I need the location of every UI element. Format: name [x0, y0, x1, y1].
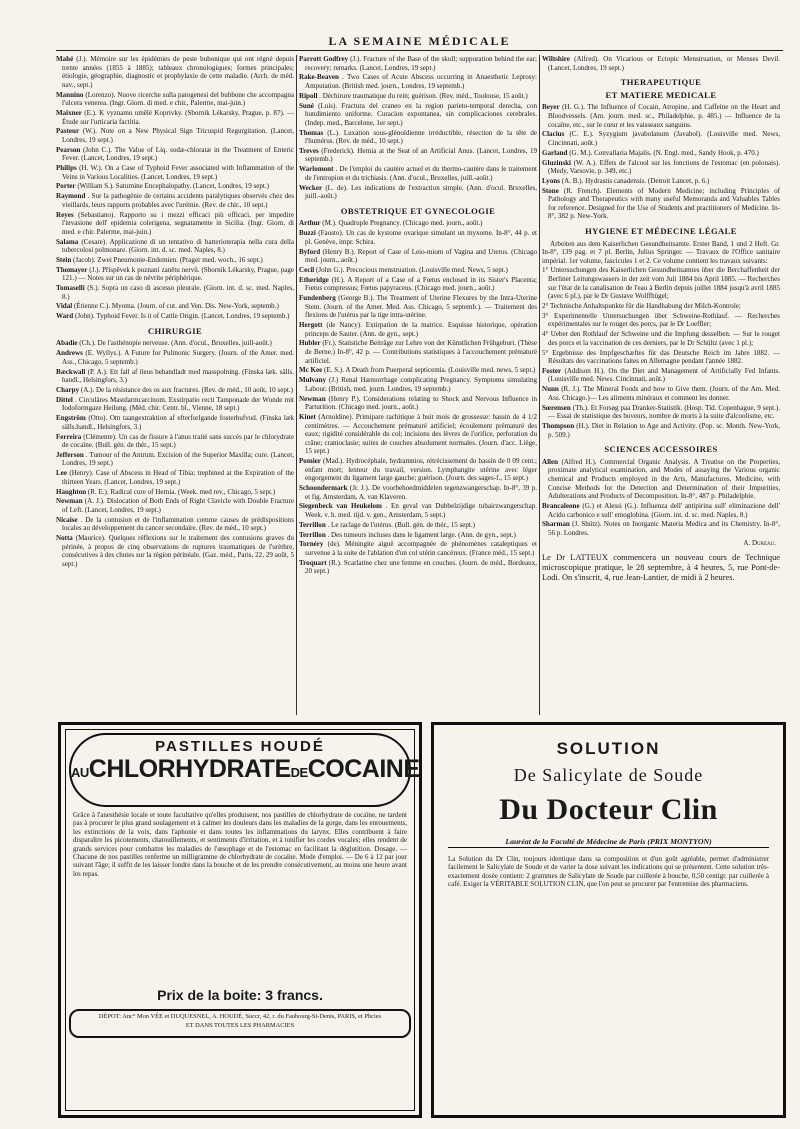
entry-author: Porter [56, 182, 76, 191]
ad-brand: PASTILLES HOUDÉ [155, 738, 325, 755]
masthead: LA SEMAINE MÉDICALE [328, 34, 511, 48]
entry-text: (Ch.). De l'asthénopie nerveuse. (Ann. d'ocul., Bruxelles, juill-août.) [77, 339, 272, 348]
hygiene-item: 3° Experimentelle Untersuchungen über Schweine-Rothlauf. — Recherches expérimentales sur le rouget des porcs, par le Dr Loeffler; [542, 311, 780, 329]
entry-author: Pearson [56, 145, 81, 154]
entry-author: Etheridge [299, 275, 329, 284]
entry-author: Raymond [56, 192, 86, 201]
ad-headline-de: DE [290, 765, 308, 780]
bibliography-entry [56, 516, 294, 533]
entry-text: (Arnoldine). Primipare rachitique à huit mois de grossesse: bassin de 4 1/2 centimètres. — Accouchement prématuré artificiel; écoulement prématuré des eaux; rigidité considérable du col; incisions des lèvres de l'orifice, perforation du crâne; cranioclasie; suites de couches absolument normales. (Journ. d'acc. Liège, 15 sept.) [305, 412, 537, 456]
entry-text: . De l'emploi du cautère actuel et du thermo-cautère dans le traitement de l'entropion et du trichiasis. (Ann. d'ocul., Bruxelles, juill.-août.) [305, 165, 537, 182]
entry-text: (Alfred H.). Commercial Organic Analysis. A Treatise on the Properties, proximate analytical examination, and Modes of assaying the Various organic chemical and Products employed in the Arts, Manufactures, Medicine, with Concise Methods for the Detection and Determination of their Impurities, Adulterations and Products of Decomposition. In-8°, 487 p. Philadelphie. [548, 457, 780, 501]
signature: A. Dureau. [743, 538, 776, 547]
bibliography-entry [56, 302, 294, 311]
bibliography-entry [56, 497, 294, 514]
column-2 [299, 55, 537, 717]
bibliography-entry [299, 229, 537, 246]
entry-text: (G. M.). Convallaria Majalis. (N. Engl. med., Sandy Hook, p. 470.) [567, 148, 759, 157]
entry-text: (L.). Luxation sous-glénoïdienne irréductible, résection de la tête de l'humérus. (Rev. de méd., 10 sept.) [305, 128, 537, 146]
column-rule [296, 55, 297, 715]
entry-text: (J.). Fracture of the Base of the skull; suppuration behind the ear; recovery; remarks. (Lancet, Londres, 19 sept.) [305, 55, 537, 72]
entry-author: Nunn [542, 385, 559, 394]
bibliography-entry [299, 321, 537, 338]
entry-text: (E. Wyllys.). A Future for Pulmonic Surgery. (Journ. of the Amer. med. Ass., Chicago, 5 septemb.) [62, 349, 294, 366]
entry-text: (J.). Mémoire sur les épidémies de peste bubonique qui ont régné depuis trente années (1855 à 1885); tableaux chronologiques; formes principales; étiologie, géographie, diagnostic et prophylaxie de cette maladie. (Arch. de méd. nav., sept.) [62, 55, 294, 89]
bibliography-entry [542, 103, 780, 129]
entry-text: (S.). Sopra un caso di ascesso pleurale. (Giorn. int. d. sc. med. Naples, 8.) [62, 284, 294, 301]
entry-author: Sœrensen [542, 403, 571, 412]
entry-text: (John). Typhoid Fever. Is it of Cattle Origin. (Lancet, Londres, 19 septemb.) [73, 312, 290, 321]
entry-text: (E. S.). A Death from Puerperal septicemia. (Louisville med. news, 5 sept.) [322, 366, 536, 375]
entry-text: (Sebastiano). Rapporto su i mezzi efficaci più efficaci, per impedire l'invasione dell' epidemia colerigena, segnatamente in Sicilia. (Ingr. Giorn. di med. e chir. Palerme, mai-juin.) [62, 210, 294, 236]
entry-author: Ward [56, 312, 74, 321]
entry-author: Terrillon [299, 520, 326, 529]
entry-text: (M.). Quadruple Pregnancy. (Chicago med. journ., août.) [320, 219, 483, 228]
bibliography-entry [56, 312, 294, 321]
ad-title: SOLUTION [556, 739, 661, 758]
bibliography-entry [299, 294, 537, 320]
hygiene-paragraph: Arbeiten aus dem Kaiserlichen Gesundheitsamte. Erster Band, 1 und 2 Heft. Gr. In-8°, 139 pag. et 7 pl. Berlin, Julius Springer. — Travaux de l'Office sanitaire impérial. 1er volume, fascicules 1 et 2. Ce volume contient les travaux suivants: [542, 239, 780, 265]
entry-text: (Henry). Case of Abscess in Head of Tibia; trephined at the Expiration of the thirteen Years. (Lancet, Londres, 19 sept.) [62, 469, 294, 486]
bibliography-entry [299, 457, 537, 483]
entry-author: Vidal [56, 302, 73, 311]
entry-text: (Lorenzo). Nuove ricerche sulla patogenesi del bubbone che accompagna l'ulcera venerea. (Ingr. Giorn. di med. e chir., Palerme, mai-juin.) [62, 90, 294, 108]
entry-text: (Jacob). Zwei Pneumonie-Endemien. (Prager med. woch., 16 sept.) [71, 255, 263, 264]
entry-text: . Two Cases of Acute Abscess occurring in Anaesthetic Leprosy: Amputation. (British med. journ., Londres, 19 septemb.) [305, 73, 537, 90]
entries-list [542, 103, 780, 221]
bibliography-entry [542, 458, 780, 501]
entry-author: Schoondermark [299, 484, 348, 493]
ad-laureat: Lauréat de la Faculté de Médecine de Paris (PRIX MONTYON) [448, 837, 769, 848]
bibliography-entry [299, 219, 537, 228]
entry-text: (John C.). The Value of Liq. sodæ-chloratæ in the Treatment of Enteric Fever. (Lancet, Londres, 19 sept.) [62, 145, 294, 163]
bibliography-entry [56, 451, 294, 468]
entry-author: Thomas [299, 128, 324, 137]
entry-author: Kinet [299, 412, 316, 421]
entry-text: (H. W.). On a Case of Typhoid Fever associated with Inflammation of the Veins in Various Localities. (Lancet, Londres, 19 sept.) [62, 164, 294, 181]
bibliography-entry [299, 413, 537, 456]
bibliography-entry [299, 129, 537, 146]
section-heading-obstetrique: OBSTETRIQUE ET GYNECOLOGIE [340, 205, 496, 216]
hygiene-item: 4° Ueber den Rothlauf der Schweine und die Impfung desselben. — Sur le rouget des porcs et la vaccination de ces derniers, par le Dr Schültz (avec 1 pl.); [542, 330, 780, 347]
bibliography-entry [56, 488, 294, 497]
bibliography-entry [299, 484, 537, 501]
section-heading-therapeutique: THERAPEUTIQUE [620, 77, 702, 88]
entry-author: Jefferson [56, 450, 84, 459]
entry-text: (Jr. J.). De voorbehoedmiddelen tegenzwangerschap. In-8°, 39 p. et fig. Amsterdam, A. van Klaveren. [305, 484, 537, 501]
ad-depot-line: ET DANS TOUTES LES PHARMACIES [185, 1022, 295, 1029]
entry-author: Salama [56, 237, 79, 246]
bibliography-entry [299, 540, 537, 557]
entry-text: (W. A.). Effets de l'alcool sur les fonctions de l'estomac (en polonais). (Medy, Varsovie, p. 349, etc.) [548, 158, 780, 176]
bibliography-entry [56, 433, 294, 450]
column-3 [542, 55, 780, 717]
bibliography-entry [542, 502, 780, 519]
entry-text: (Mad.). Hydrocéphale, hydramnios, rétrécissement du bassin de 0 09 cent.; enfant mort; lenteur du travail, version. Lymphangite utérine avec léger engorgement du ligament large gauche; guérison. (Journ. des sages-f., 15 sept.) [305, 457, 537, 483]
entry-author: Philips [56, 164, 77, 173]
entry-author: Hubler [299, 339, 321, 348]
entry-author: Rake-Beaven [299, 73, 339, 82]
entry-text: (Fausto). Un cas de kystome ovarique simulant un myxome. In-8°, 44 p. et pl. Genève, impr. Schira. [305, 229, 537, 246]
bibliography-entry [56, 256, 294, 265]
bibliography-entry [299, 73, 537, 90]
entry-author: Treves [299, 146, 319, 155]
ad-body-text: Grâce à l'anesthésie locale et toute facultative qu'elles produisent, nos pastilles de chlorhydrate de cocaïne, ne tardent pas à procurer le plus grand soulagement et à calmer les douleurs dans les maladies de la gorge, dans les enrouements, les extinctions de la voix, dans l'aphonie et dans toutes les inflammations du larynx. Elles contribuent à faire disparaître les picotements, chatouillements, et sentiments d'irritation, et à tonifier les cordes vocales; elles rendent de grands services pour combattre les maladies de l'œsophage et de l'estomac en facilitant la déglutition. Dosage. — Chacune de nos pastilles renferme un milligramme de chlorhydrate de cocaïne. Mode d'emploi. — De 6 à 12 par jour suivant l'âge; il suffit de les laisser fondre dans la bouche et de les prendre consécutivement, au moins une heure avant les repas. [73, 811, 407, 878]
entry-author: Tornéry [299, 540, 324, 549]
entry-text: (William S.). Saturnine Encephalopathy. (Lancet, Londres, 19 sept.) [75, 182, 269, 191]
ad-product-name: Du Docteur Clin [499, 793, 718, 826]
ad-price: Prix de la boite: 3 francs. [157, 987, 323, 1003]
entries-list [299, 219, 537, 576]
hygiene-item-list [542, 266, 780, 365]
entry-author: Charpy [56, 385, 80, 394]
ad-headline-end: COCAINE [307, 755, 420, 783]
entry-text: (P. A.). Ett fall af ileus behandladt med masspolning. (Finska læk. sälls. handl., Helsingfors, 3.) [62, 367, 294, 385]
bibliography-entry [299, 339, 537, 365]
entry-author: Stone [542, 186, 559, 195]
entry-author: Gluzinski [542, 158, 571, 167]
bibliography-entry [299, 147, 537, 164]
bibliography-entry [56, 368, 294, 385]
entry-text: (Frederick). Hernia at the Seat of an Artificial Anus. (Lancet, Londres, 19 septemb.) [305, 146, 537, 164]
bibliography-entry [299, 248, 537, 265]
bibliography-entry [56, 91, 294, 108]
entry-author: Pomier [299, 457, 321, 466]
bibliography-entry [299, 102, 537, 128]
entry-author: Foster [542, 366, 562, 375]
entry-text: (de Nancy). Extirpation de la matrice. Esquisse historique, opération princeps de Sauter. (Ann. de gyn., sept.) [305, 321, 537, 338]
ad-subtitle: De Salicylate de Soude [513, 765, 704, 785]
entry-text: (Étienne C.). Myoma. (Journ. of cut. and Ven. Dis. New-York, septemb.) [72, 302, 279, 311]
bibliography-entry [56, 182, 294, 191]
entry-author: Pasteur [56, 127, 80, 136]
bibliography-entry [299, 395, 537, 412]
entry-text: (de). Méningite aiguë accompagnée de phénomènes cataleptiques et survenue à la suite de l'ablation d'un col utérin cancéreux. (France méd., 15 sept.) [305, 540, 537, 557]
ad-headline-main: CHLORHYDRATE [88, 755, 291, 783]
entry-text: . En geval van Dubbelzijdige tubairzwangerschap. Week. v. h. med. tijd. v. gen., Amsterdam, 5 sept.) [305, 502, 537, 520]
bibliography-entry [56, 127, 294, 144]
entry-text: (J. Shütz). Notes on Inorganic Materia Medica and its Chemistry. In-8°, 56 p. Londres. [548, 520, 780, 537]
entry-author: Abadie [56, 339, 78, 348]
bibliography-entry [56, 211, 294, 237]
advertisement-solution-clin [431, 722, 786, 1118]
entry-text: (R.). Scarlatine chez une femme en couches. (Journ. de méd., Bordeaux, 20 sept.) [305, 558, 537, 576]
entry-author: Wecker [299, 183, 323, 192]
entry-author: Parrott Godfrey [299, 55, 349, 63]
bibliography-entry [299, 276, 537, 293]
bibliography-entry [299, 521, 537, 530]
entry-author: Suné [299, 101, 314, 110]
ad-headline [71, 755, 420, 787]
hygiene-item: 1° Untersuchungen des Kaiserlichen Gesundheitsamtes über die Berchaffenheit der Berliner Leitungswassers in der zeit vom Juli 1884 bis April 1885. — Recherches sur l'état de la canalisation de l'eau à Berlin depuis juillet 1884 jusqu'à avril 1885 (avec 6 pl.), par le Dr Gustave Wolffhügel; [542, 266, 780, 301]
entry-text: . De la contusion et de l'inflammation comme causes de prédispositions locales au développement du cancer secondaire. (Rev. de méd., 10 sept.) [62, 515, 294, 533]
entry-author: Lyons [542, 176, 561, 185]
entry-author: Dittel [56, 395, 73, 404]
entry-author: Allen [542, 457, 559, 466]
entry-author: Stein [56, 255, 72, 264]
hygiene-item: 2° Technische Anhaltspunkte für die Handhabung der Milch-Kontrole; [542, 301, 741, 310]
entry-author: Byford [299, 247, 321, 256]
entries-list [299, 55, 537, 201]
bibliography-entry [299, 376, 537, 393]
entry-text: . Tumour of the Antrum. Excision of the Superior Maxilla; cure. (Lancet, Londres, 19 sept.) [62, 450, 294, 468]
entry-text: (George B.). The Treatment of Uterine Flexures by the Intra-Uterine Stem. (Journ. of the Amer. Med. Ass. Chicago, 5 septemb.). — Traitement des flexions de l'utérus par la tige intra-utérine. [305, 294, 537, 320]
bibliography-entry [542, 177, 780, 186]
entry-author: Buzzi [299, 229, 316, 238]
entry-text: (J.). Příspěvek k poznaní zanětu nervů. (Sbornik Lékarsky, Prague, page 121.) — Notes sur un cas de névrite périphérique. [62, 265, 294, 283]
entry-text: (Luis). Fractura del craneo en la region parieto-temporal derecha, con hundimiento uniforme. Curacion expontanea, sin complicaciones cerebrales. (Indep. med., Barcelone, 1er sept.) [305, 101, 537, 127]
entry-text: (C. E.). Syzygium javabolanum (Javabol). (Louisville med. News, Cincinnati, août.) [548, 130, 780, 147]
entry-author: Mahé [56, 55, 74, 63]
entry-author: Bæckwall [56, 367, 86, 376]
masthead-rule [56, 50, 783, 51]
entry-text: (Fr.). Statistiche Beiträge zur Lehre von der Künstlichen Frühgeburt. (Thèse de Berne.) In-8°, 42 p. — Contributions statistiques à l'accouchement prématuré artificiel. [305, 339, 537, 365]
entry-author: Ferreira [56, 432, 82, 441]
bibliography-entry [56, 238, 294, 255]
entry-author: Brancaleone [542, 501, 580, 510]
bibliography-entry [299, 502, 537, 519]
entry-author: Wiltshire [542, 55, 570, 63]
entry-author: Mulvany [299, 376, 327, 385]
bibliography-entry [56, 414, 294, 431]
bibliography-entry [56, 339, 294, 348]
entry-text: (Th.). Et Forsøg paa Dranker-Statistik. (Hosp. Tid. Copenhague, 9 sept.). — Essai de statistique des buveurs, nombre de morts à la suite d'alcoolisme, etc. [548, 403, 780, 421]
entry-text: (Alfred). On Vicarious or Ectopic Menstruation, or Menses Devil. (Lancet, Londres, 19 sept.) [548, 55, 780, 72]
entry-author: Newman [299, 394, 326, 403]
entry-text: (R. J.). The Mineral Foods and how to Give them. (Journ. of the Am. Med. Ass. Chicago.)— Les aliments minéraux et comment les donner. [548, 385, 780, 402]
bibliography-entry [56, 469, 294, 486]
entry-author: Engström [56, 414, 86, 423]
bibliography-entry [542, 187, 780, 221]
section-heading-hygiene: HYGIENE ET MÉDECINE LÉGALE [585, 226, 737, 237]
entry-text: (R. French). Elements of Modern Medicine; including Principles of Pathology and Therapeutics with many useful Memoranda and Valuables Tables for reference. Designed for the Use of Students and practitioners of Medicine. In-8°, 382 p. New-York. [548, 186, 780, 221]
bibliography-entry [299, 92, 537, 101]
entry-text: (Addison H.). On the Diet and Management of Artificially Fed Infants.(Louisville med. News. Cincinnati, août.) [548, 366, 780, 384]
entry-author: Lee [56, 469, 67, 478]
entry-text: (Otto). Om taangextraktion af efterforlgande fosterhufvud. (Finska læk sälls.handl., Helsingfors, 3.) [62, 414, 294, 431]
bibliography-entry [299, 55, 537, 72]
entry-author: Thomayer [56, 265, 88, 274]
bibliography-entry [56, 164, 294, 181]
advertisement-pastilles-houde [58, 722, 422, 1118]
column-1 [56, 55, 294, 717]
bibliography-entry [542, 149, 780, 158]
ad-depot-line: DÉPOT: Anc° Mon VÉE et DUQUESNEL, A. HOUDÉ, Succr, 42, r. du Faubourg-St-Denis, PARIS, et Phcies [98, 1013, 382, 1020]
bibliography-entry [542, 404, 780, 421]
column-rule [539, 55, 540, 715]
entry-text: (H.). A Report of a Case of a Fœtus enclosed in its Sister's Placenta; Fœtus compressus; Fœtus papyraceus. (Chicago med. journ., août.) [305, 275, 537, 293]
entry-author: Hergott [299, 321, 323, 330]
entry-author: Mannino [56, 90, 84, 99]
entry-text: (R. E.). Radical cure of Hernia. (Week. med rev., Chicago, 5 sept.) [86, 487, 276, 496]
bibliography-entry [542, 130, 780, 147]
section-heading-chirurgie: CHIRURGIE [147, 325, 203, 336]
entry-text: (A. B.). Hydrastis canadensis. (Detroit Lancet, p. 6.) [560, 176, 710, 185]
entry-text: . Circuläres Mastdarmcarcinom. Exstirpatio recti Tamponade der Wunde mit Iodoformgaze Heilung. (Méd. chir. Centr. bl., Vienne, 18 sept.) [62, 395, 294, 413]
entries-list [542, 458, 780, 538]
entry-author: Ripoll [299, 91, 318, 100]
bibliography-entry [299, 366, 537, 375]
ad-depot [69, 1009, 411, 1038]
bibliography-entry [542, 159, 780, 176]
entries-list [56, 339, 294, 568]
entry-text: . Le raclage de l'utérus. (Bull. gén. de thér., 15 sept.) [325, 520, 475, 529]
entry-text: (John G.). Precocious menstruation. (Louisville med. News, 5 sept.) [314, 265, 508, 274]
section-subheading-matiere-medicale: ET MATIERE MEDICALE [605, 89, 717, 100]
entry-author: Cecil [299, 265, 315, 274]
entry-author: Warlomont [299, 165, 334, 174]
bibliography-entry [56, 109, 294, 126]
entries-list [56, 55, 294, 321]
entry-author: Arthur [299, 219, 321, 228]
entry-text: (L. de). Les indications de l'extraction simple. (Ann. d'ocul. Bruxelles, juill.-août.) [305, 183, 537, 201]
entry-text: . Déchirure traumatique du rein; guérison. (Rev. méd., Toulouse, 15 août.) [317, 91, 528, 100]
entry-text: (Maurice). Quelques réflexions sur le traitement des contusions graves du périnée, à propos de cinq observations de ruptures traumatiques de l'urèthre, consécutives à des chutes sur la région périnéale. (Gaz. méd., Paris, 22, 29 août, 5 sept.) [62, 534, 294, 568]
entry-author: Notta [56, 534, 73, 543]
ad-body-text: La Solution du Dr Clin, toujours identique dans sa composition et d'un goût agréable, permet d'administrer facilement le Salicylate de Soude et de varier la dose suivant les indications qui se présentent. Cette solution très-exactement dosée contient: 2 grammes de Salicylate de Soude par cuillerée à bouche, 0,50 centigr. par cuillerée à café. Exiger la VÉRITABLE SOLUTION CLIN, que l'on peut se procurer par l'entremise des pharmaciens. [448, 855, 769, 889]
bibliography-entry [299, 559, 537, 576]
entry-author: Andrews [56, 349, 83, 358]
bibliography-entry [56, 146, 294, 163]
bibliography-entry [542, 520, 780, 537]
bibliography-entry [56, 192, 294, 209]
entry-text: (A.). De la résistance des os aux fractures. (Rev. de méd., 10 août, 10 sept.) [79, 385, 293, 394]
entry-author: Haughton [56, 487, 87, 496]
entry-author: Nicaise [56, 515, 78, 524]
entry-text: . Des tumeurs incluses dans le ligament large. (Ann. de gyn., sept.) [325, 530, 516, 539]
entry-author: Sharman [542, 520, 570, 529]
entry-author: Newman [56, 497, 83, 506]
entry-author: Reyes [56, 210, 74, 219]
bibliography-entry [299, 531, 537, 540]
entry-text: (A. J.). Dislocation of Both Ends of Right Clavicle with Double Fracture of Left. (Lancet, Londres, 19 sept.) [62, 497, 294, 514]
entry-text: . Sur la pathogénie de certains accidents paralytiques observés chez des vieillards, leurs rapports probables avec l'urémie. (Rev. de chir., 10 sept.) [62, 192, 294, 209]
bibliography-entry [56, 396, 294, 413]
entry-text: (Henry B.). Report of Case of Leio-miom of Vagina and Uterus. (Chicago med. journ., août.) [305, 247, 537, 265]
bibliography-entry [299, 184, 537, 201]
entry-text: (H. G.). The Influence of Cocain, Atropine, and Caffeine on the Heart and Bloodvessels. (Am. journ. med. sc., Philadelphie, p. 485.) — Influence de la cocaïne, etc., sur le cœur et les vaisseaux sanguins. [548, 103, 780, 129]
entry-author: Siegenbeck van Heukelom [299, 502, 382, 511]
ad-headline-prefix: AU [71, 765, 89, 780]
entry-text: (Henry P.). Considerations relating to Shock and Nervous Influence in Parturition. (Chicago med. journ., août.) [305, 394, 537, 412]
bibliography-entry [56, 266, 294, 283]
bibliography-entry [56, 349, 294, 366]
ad-banner [69, 733, 420, 807]
section-heading-sciences-accessoires: SCIENCES ACCESSOIRES [604, 444, 718, 455]
bibliography-entry [56, 534, 294, 568]
entry-author: Beyer [542, 103, 560, 112]
entries-list [542, 367, 780, 439]
bibliography-entry [299, 165, 537, 182]
bibliography-entry [56, 55, 294, 89]
entry-author: Mc Kee [299, 366, 323, 375]
bibliography-entry [542, 55, 780, 72]
bibliography-entry [299, 266, 537, 275]
hygiene-item: 5° Ergebnisse des Impfgeschæftes für das Deutsche Reich im Jahre 1882. — Résultats des vaccinations faites en Allemagne pendant l'année 1882. [542, 348, 780, 366]
bibliography-entry [56, 284, 294, 301]
entry-author: Maixner [56, 108, 82, 117]
entry-author: Garland [542, 148, 568, 157]
entries-list [542, 55, 780, 72]
entry-text: (E.). K vyznamu umělé Koprivky. (Sbornik Lékarsky, Prague, p. 87). — Étude sur l'urticaria factitia. [62, 108, 294, 126]
entry-text: (W.). Note on a New Physical Sign Tricuspid Regurgitation. (Lancet, Londres, 19 sept.) [62, 127, 294, 144]
entry-text: (Clémente). Un cas de fissure à l'anus traité sans succès par le chlorydrate de cocaïne. (Bull. gén. de thér., 15 sept.) [62, 432, 294, 450]
entry-author: Clacius [542, 130, 565, 139]
bibliography-entry [542, 367, 780, 384]
entry-author: Fundenberg [299, 294, 336, 303]
entry-text: (H.). Diet in Relation to Age and Activity. (Pop. sc. Month. New-York, p. 509.) [548, 422, 780, 439]
entry-author: Terrillon [299, 530, 326, 539]
entry-text: (G.) et Alessi (G.). Influenza dell' antipirina sull' eliminazione dell' Acido carbonico e sull' emoglobina. (Giorn. int. d. sc. med. Naples, 8.) [548, 501, 780, 519]
course-notice: Le Dr LATTEUX commencera un nouveau cours de Technique microscopique pratique, le 28 septembre, à 4 heures, 5, rue Pont-de-Lodi. On s'inscrit, 4, rue Jean-Lantier, de midi à 2 heures. [542, 553, 780, 583]
bibliography-entry [56, 386, 294, 395]
entry-text: (J.) Renal Hæmorrhage complicating Pregnancy. Symptoms simulating Labour. (British, med. journ. Londres, 19 septemb.) [305, 376, 537, 393]
bibliography-entry [542, 385, 780, 402]
entry-author: Thompson [542, 422, 575, 430]
bibliography-entry [542, 422, 780, 439]
entry-author: Troquart [299, 558, 327, 567]
entry-text: (Cesare). Applicazione di un tentativo di batterioterapia nella cura della tubercolosi polmonare. (Giorn. int. d. sc. med. Naples, 8.) [62, 237, 294, 255]
entry-author: Tomaselli [56, 284, 85, 293]
